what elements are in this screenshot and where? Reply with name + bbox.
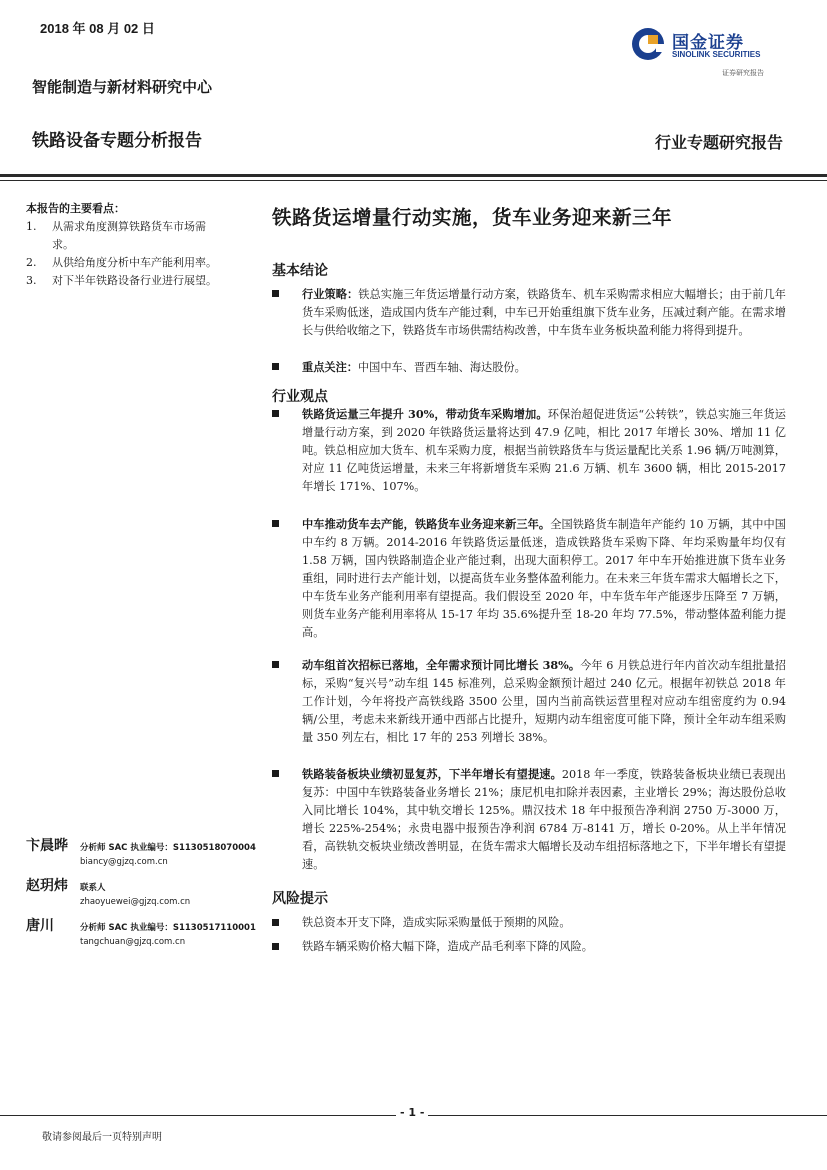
disclaimer-note: 敬请参阅最后一页特别声明 (42, 1132, 162, 1143)
header-divider-thin (0, 180, 827, 181)
risk-text: 铁路车辆采购价格大幅下降，造成产品毛利率下降的风险。 (302, 940, 593, 953)
item-lead: 动车组首次招标已落地，全年需求预计同比增长 38%。 (302, 658, 581, 672)
highlight-number: 2. (26, 256, 37, 269)
item-text: 2018 年一季度，铁路装备板块业绩已表现出复苏：中国中车铁路装备业务增长 21%；康尼机电扣除并表因素，主业增长 29%；海达股份总收入同比增长 104%，其中轨交增长 125%。鼎汉技术 18 年中报预告净利润 2750 万-3000 万，增长 225%-254%；永贵电器中报预告净利润 6784 万-8141 万，增长 0-20%。从上半年情况看，高铁轨交板块业绩改善明显，在货车需求大幅增长及动车组招标落地之下，下半年增长有望提速。 (302, 768, 786, 871)
item-text: 全国铁路货车制造年产能约 10 万辆，其中中国中车约 8 万辆。2014-2016 年铁路货运量低迷，造成铁路货车采购下降、年均采购量年均仅有 1.58 万辆，国内铁路制造企业产能过剩，出现大面积停工。2017 年中车开始推进旗下货车业务重组，同时进行去产能计划，以提高货车业务整体盈利能力。在未来三年货车需求大幅增长之下，中车货车业务产能利用率有望提高。我们假设至 2020 年，中车货车年产能逐步压降至 7 万辆，则货车业务产能利用率将从 15-17 年均 35.6%提升至 18-20 年均 77.5%，带动整体盈利能力提高。 (302, 518, 786, 639)
item-lead: 中车推动货车去产能，铁路货车业务迎来新三年。 (302, 517, 551, 531)
item-lead: 重点关注： (302, 360, 358, 374)
section-heading-conclusion: 基本结论 (272, 263, 328, 279)
square-bullet-icon (272, 661, 279, 668)
analyst-role: 分析师 SAC 执业编号：S1130517110001 (80, 923, 256, 933)
highlight-item (26, 254, 226, 272)
view-item (272, 765, 786, 874)
item-text: 环保治超促进货运“公转铁”，铁总实施三年货运增量行动方案，到 2020 年铁路货运量将达到 47.9 亿吨，相比 2017 年增长 30%、增加 11 亿吨。铁总相应加大货车、机车采购力度，根据当前铁路货车与货运量配比关系 1.96 辆/万吨测算，对应 11 亿吨货运增量，未来三年将新增货车采购 21.6 万辆、机车 3600 辆，相比 2015-2017 年增长 171%、107%。 (302, 408, 786, 493)
analyst-name: 唐川 (26, 918, 54, 934)
view-item (272, 656, 786, 747)
analyst-email[interactable]: biancy@gjzq.com.cn (80, 857, 168, 867)
report-highlights (26, 200, 226, 290)
highlight-text: 从需求角度测算铁路货车市场需求。 (52, 220, 206, 251)
conclusion-item (272, 358, 786, 377)
highlight-text: 对下半年铁路设备行业进行展望。 (52, 274, 217, 287)
risk-item (272, 938, 786, 956)
header-divider-thick (0, 174, 827, 177)
square-bullet-icon (272, 290, 279, 297)
main-title: 铁路货运增量行动实施，货车业务迎来新三年 (272, 206, 673, 229)
view-item (272, 405, 786, 496)
logo-subtitle: 证券研究报告 (722, 69, 764, 77)
company-logo (630, 24, 790, 84)
highlight-text: 从供给角度分析中车产能利用率。 (52, 256, 217, 269)
analyst-role: 联系人 (80, 883, 106, 893)
section-heading-views: 行业观点 (272, 389, 328, 405)
analyst-name: 卞晨晔 (26, 838, 68, 854)
analyst-email[interactable]: zhaoyuewei@gjzq.com.cn (80, 897, 191, 907)
analyst-email[interactable]: tangchuan@gjzq.com.cn (80, 937, 186, 947)
square-bullet-icon (272, 770, 279, 777)
highlights-title: 本报告的主要看点： (26, 202, 125, 215)
report-type-label: 行业专题研究报告 (654, 133, 783, 152)
item-text: 铁总实施三年货运增量行动方案，铁路货车、机车采购需求相应大幅增长；由于前几年货车采购低迷，造成国内货车产能过剩，中车已开始重组旗下货车业务，压减过剩产能。在需求增长与供给收缩之下，铁路货车市场供需结构改善，中车货车业务板块盈利能力将得到提升。 (302, 288, 786, 337)
logo-english-name: SINOLINK SECURITIES (672, 50, 761, 59)
highlight-item (26, 272, 226, 290)
square-bullet-icon (272, 363, 279, 370)
risk-item (272, 914, 786, 932)
sinolink-logo-icon (630, 26, 666, 62)
item-lead: 铁路装备板块业绩初显复苏，下半年增长有望提速。 (302, 767, 562, 781)
square-bullet-icon (272, 943, 279, 950)
square-bullet-icon (272, 520, 279, 527)
item-lead: 行业策略： (302, 287, 359, 301)
report-series-title: 铁路设备专题分析报告 (32, 131, 202, 151)
page-number: - 1 - (396, 1106, 428, 1119)
analyst-name: 赵玥炜 (26, 878, 68, 894)
view-item (272, 515, 786, 642)
research-center-name: 智能制造与新材料研究中心 (32, 78, 213, 96)
item-text: 中国中车、晋西车轴、海达股份。 (357, 361, 526, 374)
analyst-role: 分析师 SAC 执业编号：S1130518070004 (80, 843, 256, 853)
highlight-number: 3. (26, 274, 37, 287)
conclusion-item (272, 285, 786, 340)
item-lead: 铁路货运量三年提升 30%，带动货车采购增加。 (302, 407, 548, 421)
report-date: 2018 年 08 月 02 日 (40, 21, 155, 36)
square-bullet-icon (272, 410, 279, 417)
highlight-item (26, 218, 226, 254)
risk-text: 铁总资本开支下降，造成实际采购量低于预期的风险。 (302, 916, 571, 929)
logo-chinese-name: 国金证券 (672, 33, 744, 53)
square-bullet-icon (272, 919, 279, 926)
highlight-number: 1. (26, 220, 37, 233)
section-heading-risk: 风险提示 (272, 891, 328, 907)
item-text: 今年 6 月铁总进行年内首次动车组批量招标，采购“复兴号”动车组 145 标准列，总采购金额预计超过 240 亿元。根据年初铁总 2018 年工作计划，今年将投产高铁线路 3500 公里，国内当前高铁运营里程对应动车组密度约为 0.94 辆/公里，考虑未来新线开通中西部占比提升，短期内动车组密度可能下降，预计全年动车组采购量 350 列左右，相比 17 年的 253 列增长 38%。 (302, 659, 786, 744)
